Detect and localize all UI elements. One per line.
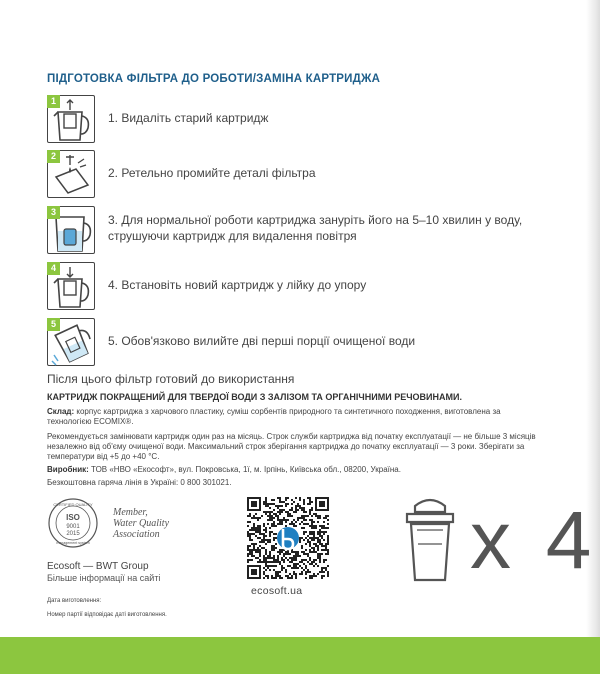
recommendation-line-3: температури від +5 до +40 °С.: [47, 452, 160, 461]
step-4: [47, 262, 567, 312]
qr-code-icon[interactable]: [247, 497, 329, 579]
member-line-3: Association: [113, 529, 160, 540]
batch-note: Номер партії відповідає даті виготовлення.: [47, 612, 167, 618]
hotline: Безкоштовна гаряча лінія в Україні: 0 800 301021.: [47, 478, 232, 487]
step-number: 4: [47, 262, 60, 275]
step-text: 1. Видаліть старий картридж: [108, 111, 269, 125]
manufacturer-label: Виробник:: [47, 465, 89, 474]
iso-number: 9001: [66, 524, 80, 530]
manufacturer-paragraph: [47, 465, 554, 475]
soak-cartridge-icon: [47, 206, 95, 254]
recommendation-line-1: Рекомендується замінювати картридж один раз на місяць. Строк служби картриджа від початку експлуатації — не більше 3 місяців: [47, 432, 536, 441]
step-text-line1: 3. Для нормальної роботи картриджа зануріть його на 5–10 хвилин у воду,: [108, 213, 523, 227]
recommendation-line-2: незалежно від об'єму очищеної води. Максимальний строк зберігання картриджа до початку експлуатації — 3 роки. Зберігати за: [47, 442, 525, 451]
recommendation-paragraph: [47, 432, 554, 462]
iso-top-text: CERTIFIED QUALITY: [53, 502, 93, 507]
iso-certified-icon: [47, 497, 99, 549]
step-number: 3: [47, 206, 60, 219]
footer-green-band: [0, 637, 600, 674]
composition-paragraph: [47, 407, 554, 427]
manufacture-date-label: Дата виготовлення:: [47, 598, 102, 604]
iso-label: ISO: [66, 513, 80, 522]
step-text-line2: струшуючи картридж для видалення повітря: [108, 229, 357, 243]
company-name: Ecosoft — BWT Group: [47, 561, 149, 572]
rinse-parts-icon: [47, 150, 95, 198]
wqa-member-logo: [113, 507, 169, 540]
cartridge-icon: [401, 494, 459, 584]
manufacturer-text: ТОВ «НВО «Екософт», вул. Покровська, 1ї, м. Ірпінь, Київська обл., 08200, Україна.: [88, 465, 401, 474]
composition-text-2: технологією ECOMIX®.: [47, 417, 134, 426]
step-3: [47, 206, 567, 256]
step-number: 5: [47, 318, 60, 331]
iso-year: 2015: [66, 531, 80, 537]
step-5: [47, 318, 567, 368]
member-line-2: Water Quality: [113, 518, 170, 529]
section-title: ПІДГОТОВКА ФІЛЬТРА ДО РОБОТИ/ЗАМІНА КАРТРИДЖА: [47, 73, 381, 85]
pitcher-remove-cartridge-icon: [47, 95, 95, 143]
step-1: [47, 95, 567, 145]
composition-label: Склад:: [47, 407, 75, 416]
pour-water-icon: [47, 318, 95, 366]
pitcher-insert-cartridge-icon: [47, 262, 95, 310]
step-text: 4. Встановіть новий картридж у лійку до упору: [108, 278, 367, 292]
member-line-1: Member,: [113, 507, 148, 518]
product-title: КАРТРИДЖ ПОКРАЩЕНИЙ ДЛЯ ТВЕРДОЇ ВОДИ З ЗАЛІЗОМ ТА ОРГАНІЧНИМИ РЕЧОВИНАМИ.: [47, 392, 462, 402]
step-text: 2. Ретельно промийте деталі фільтра: [108, 166, 316, 180]
iso-bottom-text: management system: [56, 541, 90, 545]
certification-badges: [47, 497, 197, 557]
more-info-text: Більше інформації на сайті: [47, 573, 161, 583]
quantity-label: x 4: [470, 495, 598, 586]
step-2: [47, 150, 567, 200]
step-number: 2: [47, 150, 60, 163]
composition-text: корпус картриджа з харчового пластику, суміш сорбентів природного та синтетичного походження, виготовлена за: [74, 407, 501, 416]
website-link[interactable]: ecosoft.ua: [251, 585, 303, 597]
ready-note: Після цього фільтр готовий до використання: [47, 372, 295, 386]
step-text: 5. Обов'язково вилийте дві перші порції очищеної води: [108, 334, 416, 348]
step-number: 1: [47, 95, 60, 108]
